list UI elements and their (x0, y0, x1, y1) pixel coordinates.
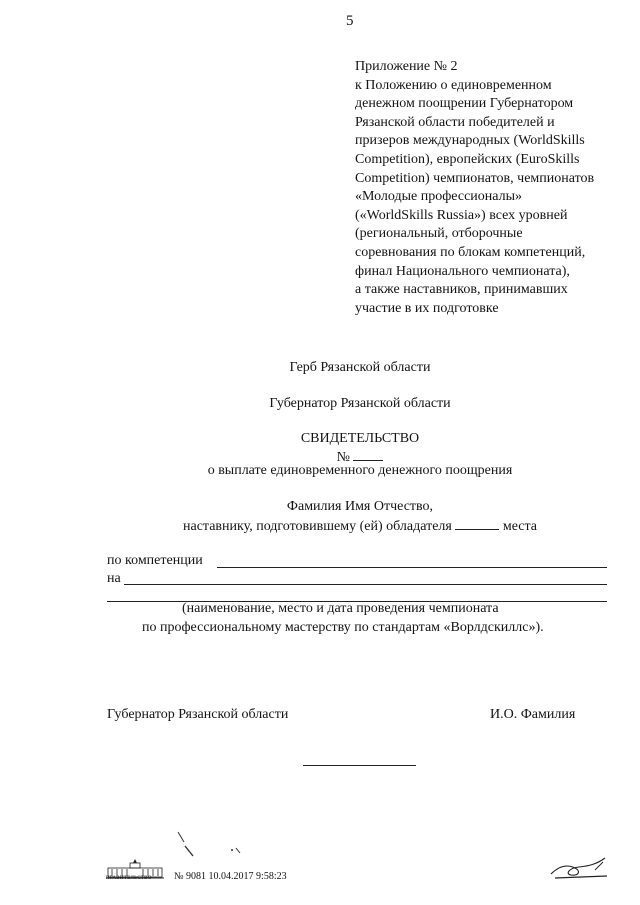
place-blank (455, 516, 499, 530)
annex-line: к Положению о единовременном (355, 77, 552, 93)
competency-label: по компетенции (107, 553, 203, 568)
note-line-1: (наименование, место и дата проведения чемпионата (182, 601, 499, 616)
competency-line (217, 567, 607, 568)
annex-line: Competition) чемпионатов, чемпионатов (355, 170, 595, 186)
annex-line: («WorldSkills Russia») всех уровней (355, 207, 568, 223)
annex-line: участие в их подготовке (355, 300, 499, 316)
coat-of-arms-label: Герб Рязанской области (289, 360, 431, 375)
scan-mark (170, 828, 260, 868)
issuer-label: Губернатор Рязанской области (269, 396, 451, 411)
annex-line: а также наставников, принимавших (355, 282, 568, 298)
annex-line: Рязанской области победителей и (355, 114, 555, 130)
recipient-role (40, 516, 640, 535)
annex-line: Приложение № 2 (355, 59, 458, 74)
annex-line: призеров международных (WorldSkills (355, 133, 585, 149)
on-line (124, 584, 607, 585)
page-number: 5 (346, 13, 354, 29)
handwritten-initials (545, 852, 615, 886)
annex-line: финал Национального чемпионата), (355, 263, 570, 279)
annex-line: денежном поощрении Губернатором (355, 96, 574, 112)
annex-line: «Молодые профессионалы» (355, 189, 523, 205)
annex-block (355, 58, 630, 318)
signature-position: Губернатор Рязанской области (107, 707, 289, 722)
annex-line: соревнования по блокам компетенций, (355, 244, 586, 260)
certificate-subtitle: о выплате единовременного денежного поощрения (207, 463, 513, 478)
stamp-text: ПРАВИТЕЛЬСТВО (106, 876, 152, 881)
recipient-role-end: места (502, 519, 538, 534)
document-reference: № 9081 10.04.2017 9:58:23 (174, 871, 287, 882)
on-label: на (107, 571, 121, 586)
separator-line (303, 765, 416, 766)
recipient-name: Фамилия Имя Отчество, (286, 499, 434, 514)
number-label: № (336, 450, 350, 465)
note-line-2: по профессиональному мастерству по стандартам «Ворлдскиллс»). (142, 620, 544, 635)
signature-name: И.О. Фамилия (490, 707, 576, 722)
certificate-title: СВИДЕТЕЛЬСТВО (300, 431, 420, 446)
number-blank (353, 447, 383, 461)
recipient-role-start: наставнику, подготовившему (ей) обладателя (182, 519, 452, 534)
annex-line: Competition), европейских (EuroSkills (355, 151, 580, 167)
annex-line: (региональный, отборочные (355, 226, 523, 242)
